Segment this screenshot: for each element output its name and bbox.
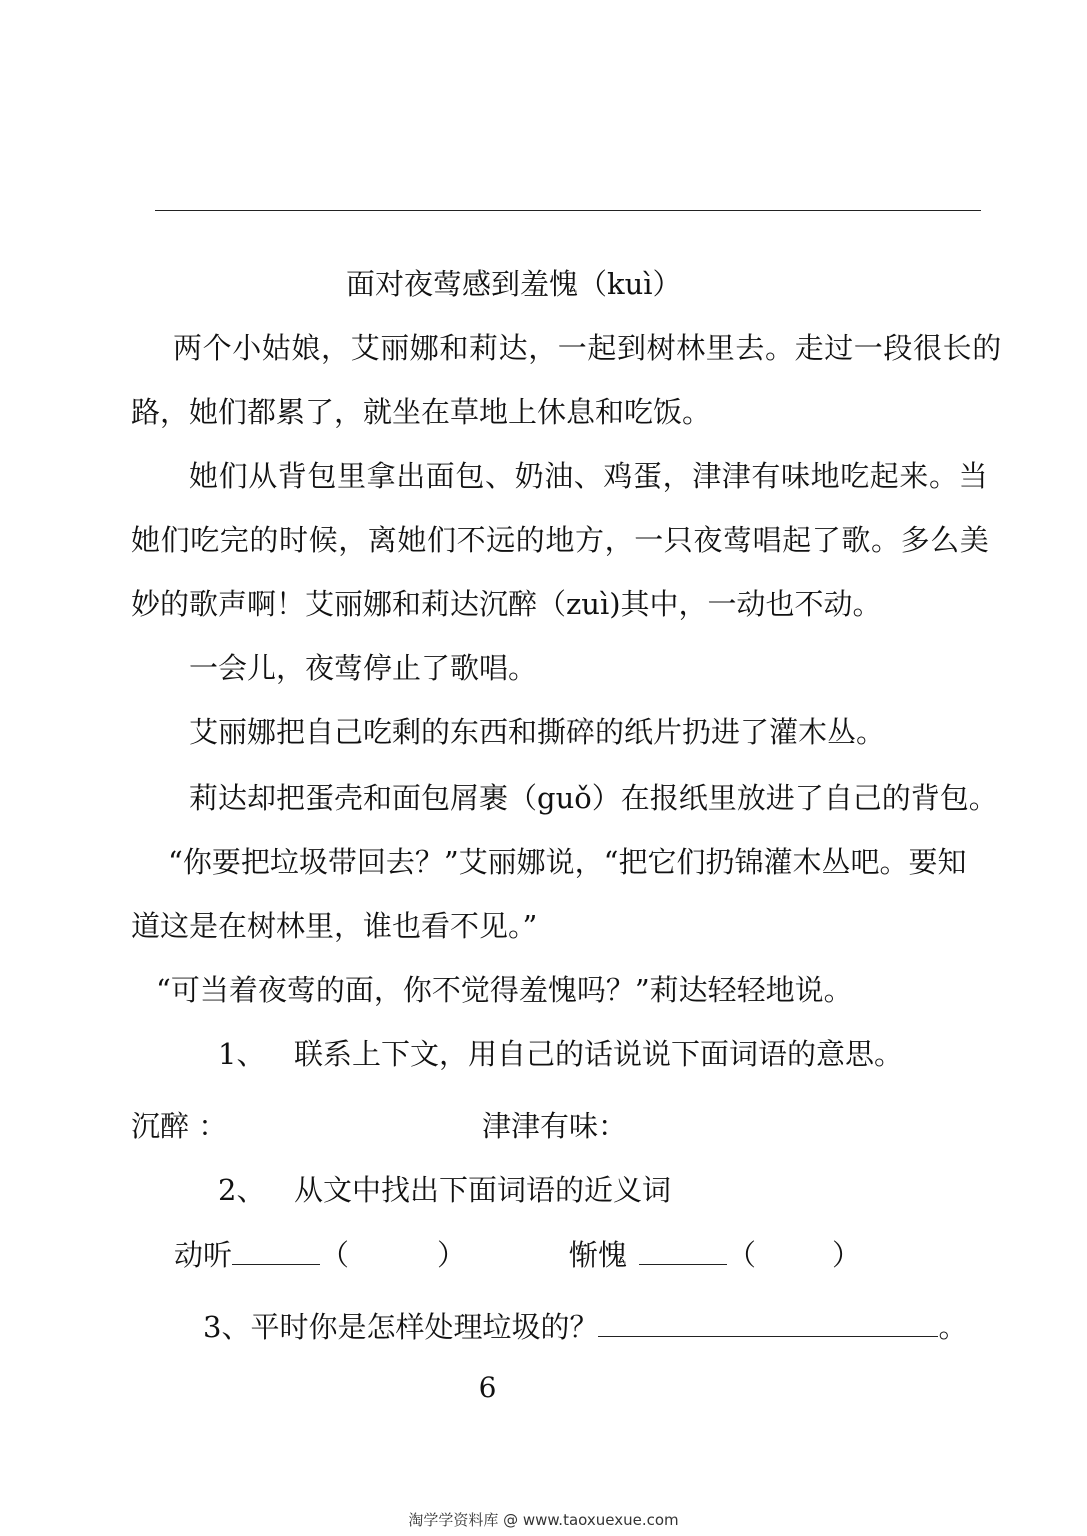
passage-line-11: “可当着夜莺的面，你不觉得羞愧吗？”莉达轻轻地说。 [156, 973, 853, 1007]
question-1-text: 联系上下文，用自己的话说说下面词语的意思。 [294, 1037, 904, 1071]
paren-open-2: （ [727, 1238, 757, 1272]
passage-line-4: 她们吃完的时候，离她们不远的地方，一只夜莺唱起了歌。多么美 [131, 523, 990, 557]
synonym-blank-1[interactable] [232, 1234, 320, 1265]
question-2-text: 从文中找出下面词语的近义词 [294, 1173, 672, 1207]
passage-line-8: 莉达却把蛋壳和面包屑裹（guǒ）在报纸里放进了自己的背包。 [189, 781, 998, 815]
question-1-number: 1、 [218, 1037, 266, 1071]
passage-line-7: 艾丽娜把自己吃剩的东西和撕碎的纸片扔进了灌木丛。 [189, 715, 886, 749]
synonym-item-1 [174, 1234, 466, 1275]
question-1 [218, 1034, 903, 1074]
page-number: 6 [478, 1371, 497, 1404]
paren-close-2: ） [832, 1238, 862, 1272]
footer-watermark: 淘学学资料库 @ www.taoxuexue.com [408, 1511, 679, 1529]
passage-line-3: 她们从背包里拿出面包、奶油、鸡蛋，津津有味地吃起来。当 [189, 459, 989, 493]
passage-line-5: 妙的歌声啊！艾丽娜和莉达沉醉（zuì)其中，一动也不动。 [131, 587, 882, 621]
question-3-text: 3、平时你是怎样处理垃圾的？ [203, 1310, 599, 1344]
question-3 [203, 1306, 967, 1347]
synonym-blank-2[interactable] [639, 1234, 727, 1265]
passage-line-9: “你要把垃圾带回去？”艾丽娜说，“把它们扔锦灌木丛吧。要知 [168, 845, 967, 879]
question-1-word-1: 沉醉 ： [131, 1109, 228, 1143]
synonym-word-2: 惭愧 [569, 1238, 628, 1272]
passage-line-2: 路，她们都累了，就坐在草地上休息和吃饭。 [131, 395, 712, 429]
passage-line-10: 道这是在树林里，谁也看不见。” [131, 909, 538, 943]
passage-line-1: 两个小姑娘，艾丽娜和莉达，一起到树林里去。走过一段很长的 [173, 331, 1002, 365]
passage-title: 面对夜莺感到羞愧（kuì） [346, 267, 682, 301]
question-3-period: 。 [938, 1310, 968, 1344]
paren-close-1: ） [437, 1238, 467, 1272]
passage-line-6: 一会儿，夜莺停止了歌唱。 [189, 651, 538, 685]
question-1-word-2: 津津有味： [482, 1109, 628, 1143]
question-3-answer-blank[interactable] [598, 1306, 938, 1337]
synonym-item-2 [569, 1234, 861, 1275]
synonym-word-1: 动听 [174, 1238, 233, 1272]
paren-open-1: （ [320, 1238, 350, 1272]
header-rule [155, 210, 981, 211]
question-2-number: 2、 [218, 1173, 266, 1207]
question-2 [218, 1170, 671, 1210]
